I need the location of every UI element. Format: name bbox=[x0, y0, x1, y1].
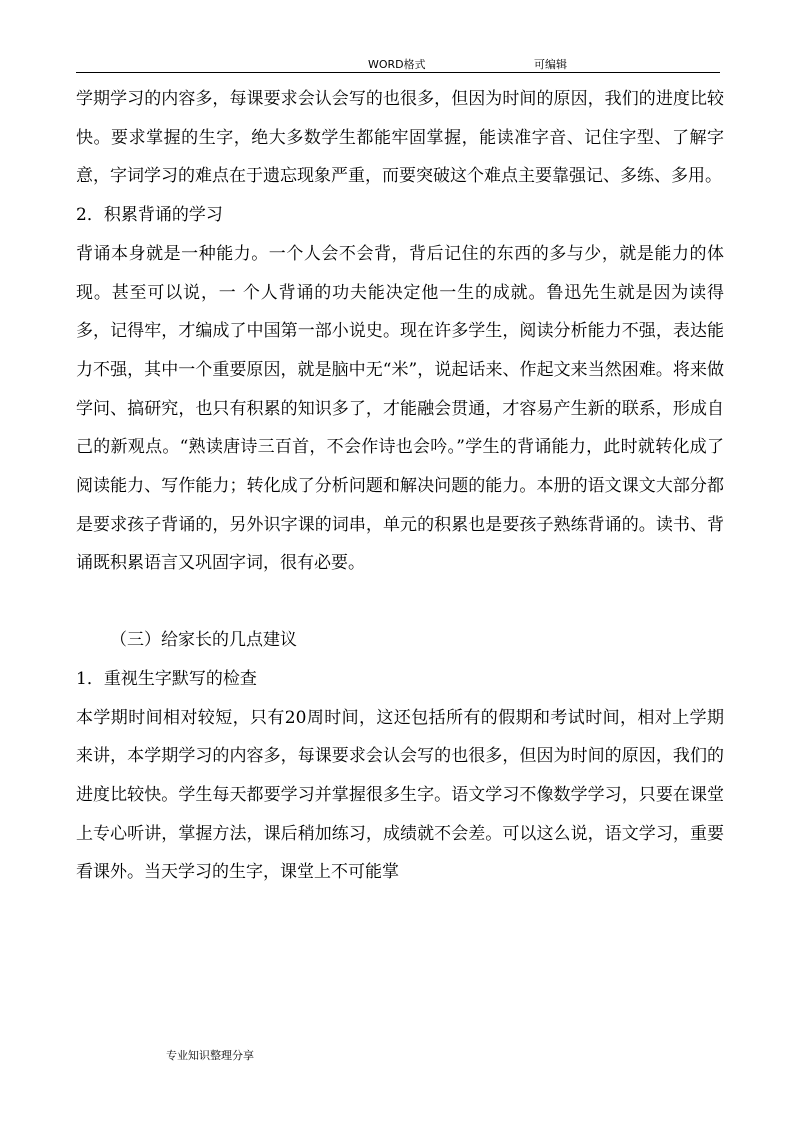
document-body bbox=[76, 80, 724, 892]
section-heading: 2．积累背诵的学习 bbox=[76, 205, 223, 226]
body-paragraph: 背诵本身就是一种能力。一个人会不会背，背后记住的东西的多与少，就是能力的体现。甚至可以说，一 个人背诵的功夫能决定他一生的成就。鲁迅先生就是因为读得多，记得牢，才编成了中国第一部小说史。现在许多学生，阅读分析能力不强，表达能力不强，其中一个重要原因，就是脑中无“米”，说起话来、作起文来当然困难。将来做学问、搞研究，也只有积累的知识多了，才能融会贯通，才容易产生新的联系，形成自己的新观点。“熟读唐诗三百首，不会作诗也会吟。”学生的背诵能力，此时就转化成了阅读能力、写作能力；转化成了分析问题和解决问题的能力。本册的语文课文大部分都是要求孩子背诵的，另外识字课的词串，单元的积累也是要孩子熟练背诵的。读书、背诵既积累语言又巩固字词，很有必要。 bbox=[76, 243, 724, 574]
body-paragraph: 学期学习的内容多，每课要求会认会写的也很多，但因为时间的原因，我们的进度比较快。要求掌握的生字，绝大多数学生都能牢固掌握，能读准字音、记住字型、了解字意，字词学习的难点在于遗忘现象严重，而要突破这个难点主要靠强记、多练、多用。 bbox=[76, 89, 724, 187]
header-editable-label: 可编辑 bbox=[534, 58, 567, 71]
paragraph-spacer bbox=[76, 583, 724, 621]
chapter-heading: （三）给家长的几点建议 bbox=[110, 630, 297, 651]
body-paragraph: 本学期时间相对较短，只有20周时间，这还包括所有的假期和考试时间，相对上学期来讲，本学期学习的内容多，每课要求会认会写的也很多，但因为时间的原因，我们的进度比较快。学生每天都要学习并掌握很多生字。语文学习不像数学学习，只要在课堂上专心听讲，掌握方法，课后稍加练习，成绩就不会差。可以这么说，语文学习，重要看课外。当天学习的生字，课堂上不可能掌 bbox=[76, 707, 724, 883]
header-format-label: WORD格式 bbox=[368, 58, 426, 71]
page-header bbox=[76, 54, 720, 73]
section-heading: 1．重视生字默写的检查 bbox=[76, 668, 257, 689]
page-footer: 专业知识整理分享 bbox=[166, 1049, 254, 1062]
